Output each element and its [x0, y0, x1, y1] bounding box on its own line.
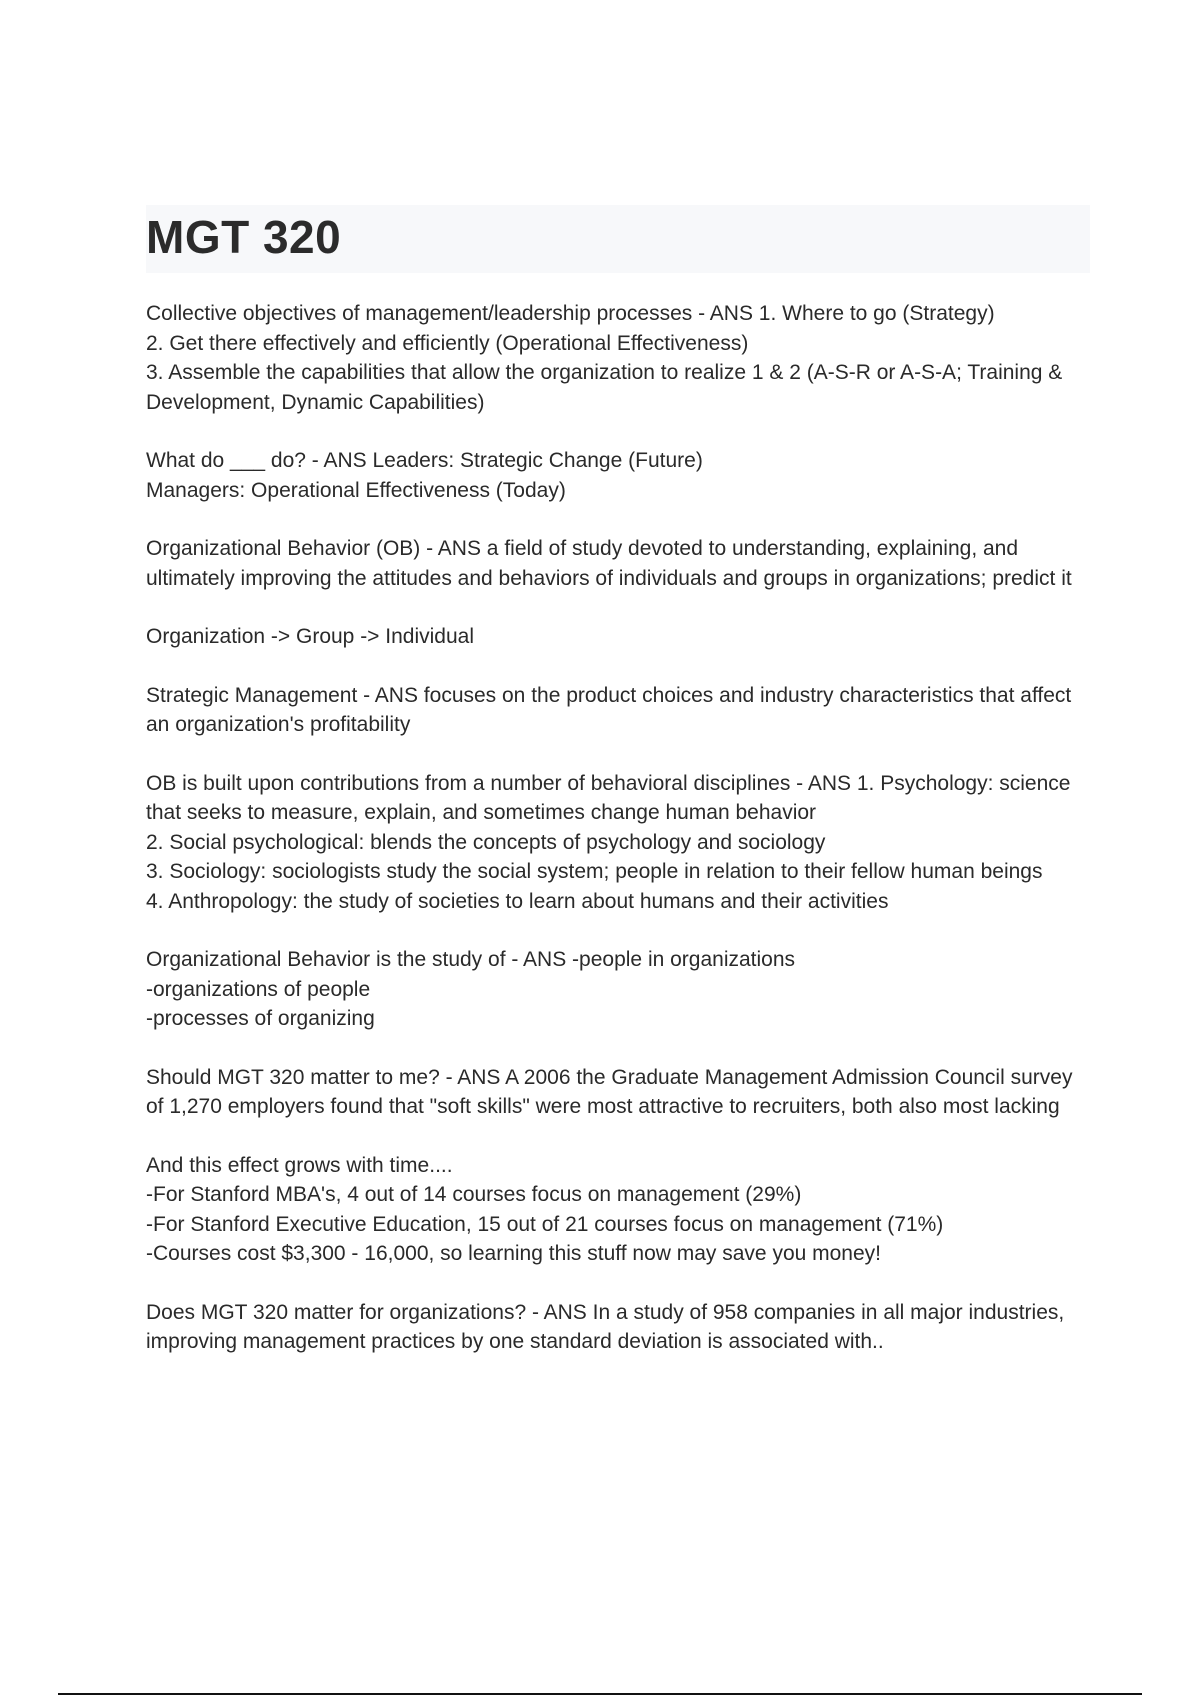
- entry-line: -For Stanford MBA's, 4 out of 14 courses focus on management (29%): [146, 1183, 802, 1206]
- entry-line: -For Stanford Executive Education, 15 out of 21 courses focus on management (71%): [146, 1212, 944, 1236]
- entry-line: OB is built upon contributions from a number of behavioral disciplines - ANS 1. Psychology: science that seeks to measure, explain, and sometimes change human behavior: [146, 771, 1071, 824]
- entry-line: Managers: Operational Effectiveness (Today): [146, 478, 566, 502]
- entry-line: 4. Anthropology: the study of societies to learn about humans and their activities: [146, 889, 889, 913]
- entry-collective-objectives: [146, 299, 1090, 417]
- title-band: [146, 205, 1090, 273]
- entry-line: And this effect grows with time....: [146, 1153, 453, 1177]
- entry-line: 2. Get there effectively and efficiently (Operational Effectiveness): [146, 331, 749, 355]
- entry-ob-study-of: [146, 945, 1090, 1034]
- entry-org-hierarchy: [146, 622, 1090, 652]
- entry-line: 3. Sociology: sociologists study the social system; people in relation to their fellow human beings: [146, 860, 1043, 883]
- entry-organizational-behavior: [146, 534, 1090, 593]
- page-title: MGT 320: [146, 211, 342, 263]
- entry-line: -processes of organizing: [146, 1007, 375, 1030]
- entry-should-mgt-matter: [146, 1063, 1090, 1122]
- entry-ob-disciplines: [146, 769, 1090, 917]
- entry-line: Collective objectives of management/leadership processes - ANS 1. Where to go (Strategy): [146, 302, 995, 325]
- entry-effect-grows: [146, 1151, 1090, 1269]
- page-footer-rule: [58, 1693, 1142, 1695]
- entry-line: Should MGT 320 matter to me? - ANS A 2006 the Graduate Management Admission Council survey of 1,270 employers found that "soft skills" were most attractive to recruiters, both also most lacking: [146, 1065, 1073, 1118]
- entry-line: Organization -> Group -> Individual: [146, 625, 475, 648]
- entry-line: Organizational Behavior is the study of - ANS -people in organizations: [146, 948, 796, 971]
- entry-line: Strategic Management - ANS focuses on the product choices and industry characteristics that affect an organization's profitability: [146, 683, 1072, 736]
- entry-line: Does MGT 320 matter for organizations? - ANS In a study of 958 companies in all major industries, improving management practices by one standard deviation is associated with..: [146, 1300, 1065, 1353]
- entry-line: 3. Assemble the capabilities that allow the organization to realize 1 & 2 (A-S-R or A-S-A; Training & Development, Dynamic Capabilities): [146, 361, 1063, 414]
- entry-line: -Courses cost $3,300 - 16,000, so learning this stuff now may save you money!: [146, 1242, 881, 1265]
- entry-strategic-management: [146, 681, 1090, 740]
- entry-line: -organizations of people: [146, 977, 371, 1001]
- entry-line: 2. Social psychological: blends the concepts of psychology and sociology: [146, 830, 826, 854]
- entry-matter-for-organizations: [146, 1298, 1090, 1357]
- document-body: [146, 299, 1090, 1386]
- entry-what-do-do: [146, 446, 1090, 505]
- entry-line: Organizational Behavior (OB) - ANS a field of study devoted to understanding, explaining, and ultimately improving the attitudes and behaviors of individuals and groups in organizations; predict it: [146, 537, 1072, 590]
- entry-line: What do ___ do? - ANS Leaders: Strategic Change (Future): [146, 449, 703, 472]
